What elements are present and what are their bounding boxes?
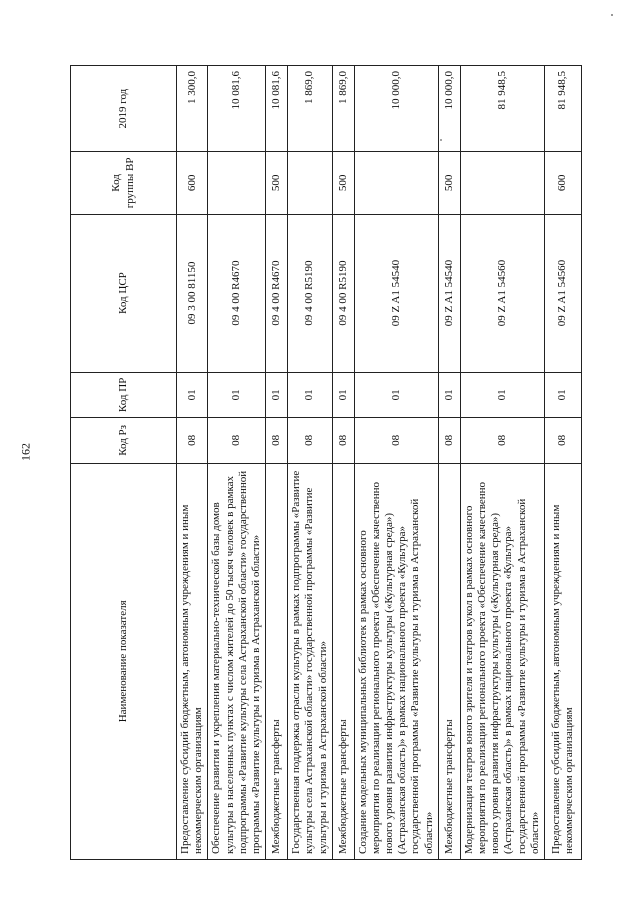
amount-2019: 1 869,0: [288, 66, 333, 152]
column-header-vr: Код группы ВР: [71, 152, 177, 214]
table-row: [208, 66, 266, 860]
table-row: [266, 66, 288, 860]
code-rz: 08: [332, 418, 354, 464]
amount-2019: 1 869,0: [332, 66, 354, 152]
code-csr: 09 Z A1 54560: [460, 214, 544, 372]
column-header-name: Наименование показателя: [71, 463, 177, 859]
code-pr: 01: [438, 372, 460, 418]
table-row: [544, 66, 581, 860]
budget-table: [70, 65, 582, 860]
amount-2019: 81 948,5: [544, 66, 581, 152]
code-rz: 08: [266, 418, 288, 464]
amount-2019: 81 948,5: [460, 66, 544, 152]
code-pr: 01: [288, 372, 333, 418]
code-vr: 600: [177, 152, 208, 214]
table-header-row: [71, 66, 177, 860]
code-pr: 01: [460, 372, 544, 418]
amount-2019: 10 081,6: [266, 66, 288, 152]
code-csr: 09 Z A1 54540: [438, 214, 460, 372]
amount-2019: 10 000,0: [438, 66, 460, 152]
indicator-name: Обеспечение развития и укрепления материально-технической базы домов культуры в населенных пунктах с числом жителей до 50 тысяч человек в рамках подпрограммы «Развитие культуры села Астраханской области» государственной программы «Развитие культуры и туризма в Астраханской области»: [208, 463, 266, 859]
code-pr: 01: [266, 372, 288, 418]
code-vr: 600: [544, 152, 581, 214]
table-row: [332, 66, 354, 860]
code-csr: 09 4 00 R5190: [332, 214, 354, 372]
table-row: [177, 66, 208, 860]
code-vr: 500: [332, 152, 354, 214]
column-header-pr: Код ПР: [71, 372, 177, 418]
code-csr: 09 3 00 81150: [177, 214, 208, 372]
code-csr: 09 4 00 R4670: [266, 214, 288, 372]
code-csr: 09 4 00 R5190: [288, 214, 333, 372]
code-csr: 09 Z A1 54560: [544, 214, 581, 372]
code-pr: 01: [354, 372, 438, 418]
indicator-name: Создание модельных муниципальных библиотек в рамках основного мероприятия по реализации регионального проекта «Обеспечение качественно нового уровня развития инфраструктуры культуры («Культурная среда») (Астраханская область)» в рамках национального проекта «Культура» государственной программы «Развитие культуры и туризма в Астраханской области»: [354, 463, 438, 859]
code-vr: 500: [266, 152, 288, 214]
code-vr: [288, 152, 333, 214]
indicator-name: Межбюджетные трансферты: [438, 463, 460, 859]
amount-2019: 10 000,0: [354, 66, 438, 152]
code-pr: 01: [208, 372, 266, 418]
code-pr: 01: [332, 372, 354, 418]
code-csr: 09 Z A1 54540: [354, 214, 438, 372]
code-vr: 500: [438, 152, 460, 214]
code-rz: 08: [354, 418, 438, 464]
amount-2019: 10 081,6: [208, 66, 266, 152]
code-pr: 01: [544, 372, 581, 418]
code-rz: 08: [544, 418, 581, 464]
column-header-rz: Код Рз: [71, 418, 177, 464]
page-number: 162: [18, 443, 33, 461]
code-rz: 08: [288, 418, 333, 464]
indicator-name: Межбюджетные трансферты: [332, 463, 354, 859]
rotated-table-container: [70, 65, 575, 860]
indicator-name: Межбюджетные трансферты: [266, 463, 288, 859]
code-rz: 08: [177, 418, 208, 464]
indicator-name: Модернизация театров юного зрителя и театров кукол в рамках основного мероприятия по реализации регионального проекта «Обеспечение качественно нового уровня развития инфраструктуры культуры («Культурная среда») (Астраханская область)» в рамках национального проекта «Культура» государственной программы «Развитие культуры и туризма в Астраханской области»: [460, 463, 544, 859]
amount-2019: 1 300,0: [177, 66, 208, 152]
column-header-year-2019: 2019 год: [71, 66, 177, 152]
indicator-name: Предоставление субсидий бюджетным, автономным учреждениям и иным некоммерческим организациям: [544, 463, 581, 859]
indicator-name: Государственная поддержка отрасли культуры в рамках подпрограммы «Развитие культуры села Астраханской области» государственной программы «Развитие культуры и туризма в Астраханской области»: [288, 463, 333, 859]
code-vr: [208, 152, 266, 214]
code-rz: 08: [460, 418, 544, 464]
code-vr: [354, 152, 438, 214]
code-csr: 09 4 00 R4670: [208, 214, 266, 372]
column-header-csr: Код ЦСР: [71, 214, 177, 372]
table-row: [288, 66, 333, 860]
scan-speck: [611, 14, 613, 16]
code-rz: 08: [208, 418, 266, 464]
code-pr: 01: [177, 372, 208, 418]
code-vr: [460, 152, 544, 214]
indicator-name: Предоставление субсидий бюджетным, автономным учреждениям и иным некоммерческим организациям: [177, 463, 208, 859]
code-rz: 08: [438, 418, 460, 464]
table-row: [354, 66, 438, 860]
table-row: [460, 66, 544, 860]
table-row: [438, 66, 460, 860]
